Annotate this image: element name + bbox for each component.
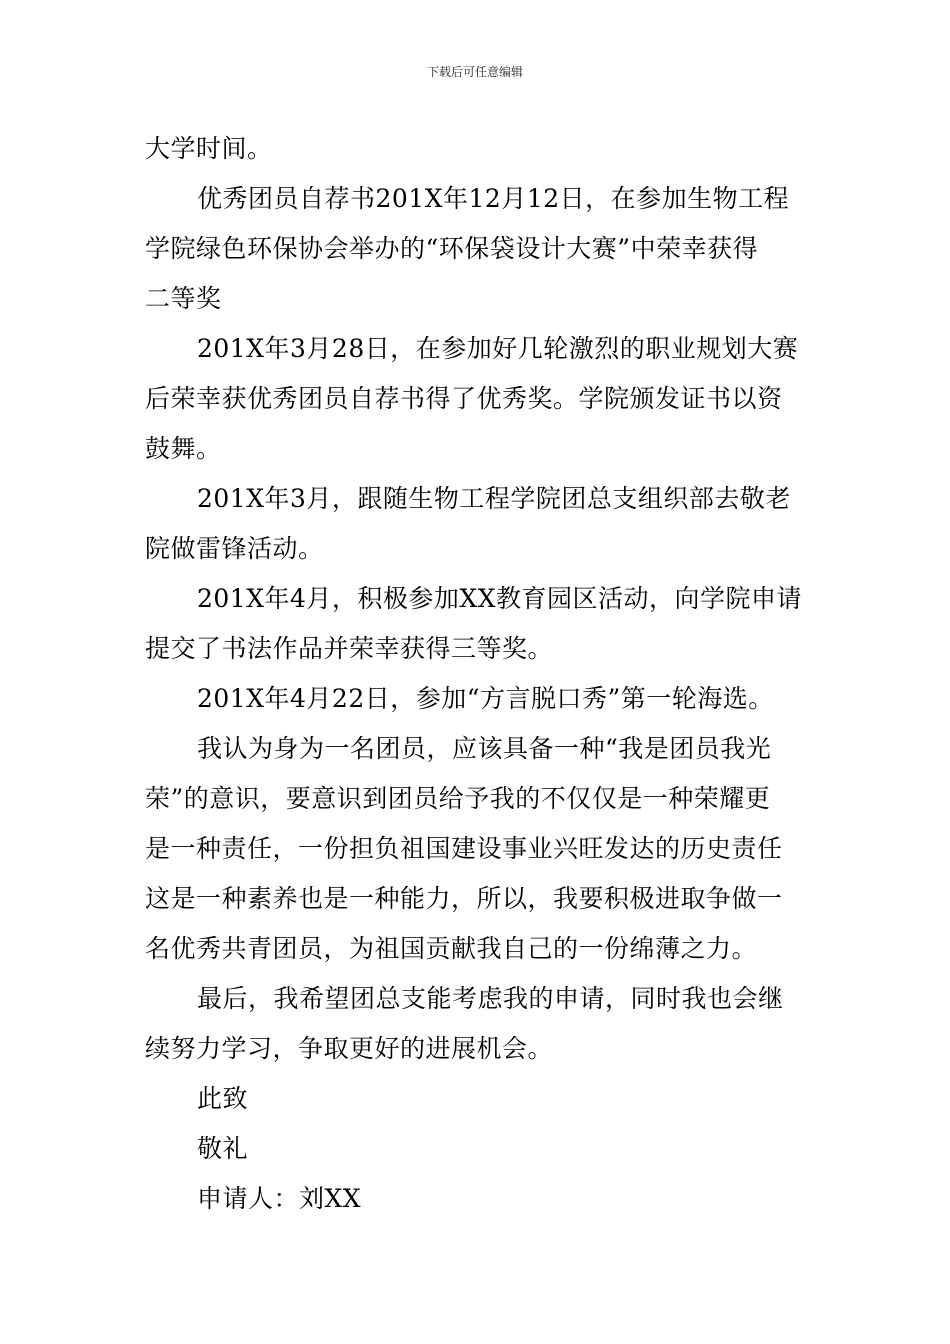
paragraph-line: 大学时间。 [145,134,273,163]
paragraph-line: 201X年3月28日，在参加好几轮激烈的职业规划大赛 [197,334,799,363]
paragraph-line: 后荣幸获优秀团员自荐书得了优秀奖。学院颁发证书以资 [145,384,783,413]
paragraph-6 [145,674,810,724]
paragraph-line: 201X年3月，跟随生物工程学院团总支组织部去敬老 [197,484,791,513]
paragraph-line: 是一种责任，一份担负祖国建设事业兴旺发达的历史责任 [145,834,783,863]
paragraph-line: 敬礼 [197,1134,249,1163]
closing-regards [145,1124,810,1174]
closing-salutation [145,1074,810,1124]
paragraph-5 [145,574,810,674]
document-body [145,124,810,1224]
paragraph-line: 院做雷锋活动。 [145,534,324,563]
paragraph-7 [145,724,810,974]
paragraph-line: 名优秀共青团员，为祖国贡献我自己的一份绵薄之力。 [145,934,758,963]
paragraph-line: 优秀团员自荐书201X年12月12日，在参加生物工程 [197,184,790,213]
paragraph-line: 此致 [197,1084,249,1113]
applicant-signature [145,1174,810,1224]
paragraph-line: 这是一种素养也是一种能力，所以，我要积极进取争做一 [145,884,783,913]
paragraph-line: 提交了书法作品并荣幸获得三等奖。 [145,634,554,663]
paragraph-line: 201X年4月，积极参加XX教育园区活动，向学院申请 [197,584,803,613]
paragraph-3 [145,324,810,474]
paragraph-4 [145,474,810,574]
paragraph-line: 续努力学习，争取更好的进展机会。 [145,1034,554,1063]
paragraph-2 [145,174,810,324]
paragraph-8 [145,974,810,1074]
paragraph-line: 我认为身为一名团员，应该具备一种“我是团员我光 [197,734,772,763]
paragraph-line: 申请人：刘XX [197,1184,362,1213]
paragraph-line: 二等奖 [145,284,222,313]
paragraph-line: 荣”的意识，要意识到团员给予我的不仅仅是一种荣耀更 [145,784,771,813]
paragraph-line: 最后，我希望团总支能考虑我的申请，同时我也会继 [197,984,784,1013]
paragraph-line: 201X年4月22日，参加“方言脱口秀”第一轮海选。 [197,684,774,713]
page-header: 下载后可任意编辑 [426,65,523,79]
paragraph-1 [145,124,810,174]
paragraph-line: 鼓舞。 [145,434,222,463]
paragraph-line: 学院绿色环保协会举办的“环保袋设计大赛”中荣幸获得 [145,234,759,263]
